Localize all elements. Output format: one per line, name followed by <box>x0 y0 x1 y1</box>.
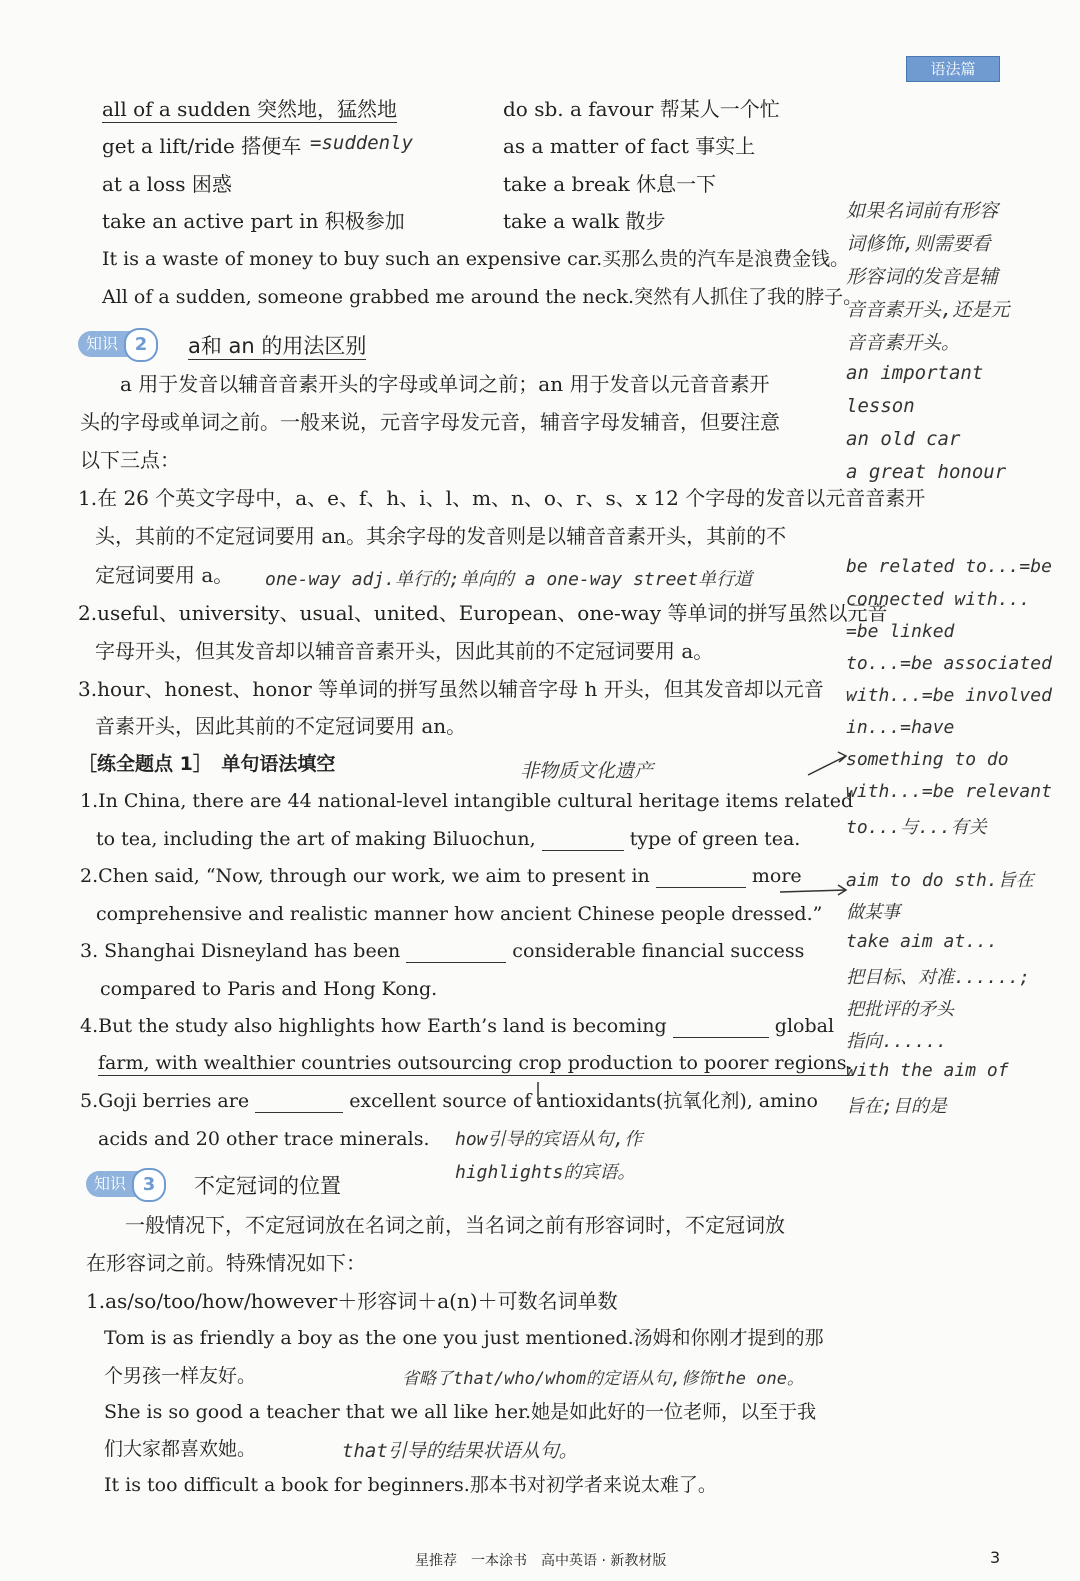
note-aim-6: 指向...... <box>846 1031 948 1052</box>
note-how-clause-1: how引导的宾语从句,作 <box>455 1129 643 1150</box>
note-adjective-5: 音音素开头。 <box>846 332 961 354</box>
note-example-3: an old car <box>846 428 961 450</box>
k3-example-2a: She is so good a teacher that we all like her.她是如此好的一位老师，以至于我 <box>104 1401 817 1423</box>
note-aim-8: 旨在;目的是 <box>846 1096 947 1117</box>
example-waste: It is a waste of money to buy such an expensive car.买那么贵的汽车是浪费金钱。 <box>102 248 850 270</box>
note-adjective-3: 形容词的发音是辅 <box>846 266 999 288</box>
q2-line2: comprehensive and realistic manner how ancient Chinese people dressed.” <box>96 903 823 925</box>
arrow-aim <box>780 890 846 892</box>
q2-line1: 2.Chen said, “Now, through our work, we aim to present in more <box>80 865 802 887</box>
note-adjective-2: 词修饰,则需要看 <box>846 233 991 255</box>
k3-example-3: It is too difficult a book for beginners.那本书对初学者来说太难了。 <box>104 1474 717 1496</box>
knowledge-badge-2: 知识 2 <box>78 331 156 357</box>
note-aim-1: aim to do sth.旨在 <box>846 870 1034 891</box>
q3-line2: compared to Paris and Hong Kong. <box>100 978 438 1000</box>
note-omit: 省略了that/who/whom的定语从句,修饰the one。 <box>402 1369 804 1389</box>
q5-line1: 5.Goji berries are excellent source of antioxidants(抗氧化剂), amino <box>80 1090 818 1112</box>
note-suddenly: =suddenly <box>310 132 413 154</box>
phrase-all-of-a-sudden: all of a sudden 突然地，猛然地 <box>102 97 397 121</box>
note-related-2: connected with... <box>846 589 1031 610</box>
phrase-matter-of-fact: as a matter of fact 事实上 <box>503 134 756 158</box>
note-related-7: something to do <box>846 749 1009 770</box>
knowledge-badge-3: 知识 3 <box>86 1171 164 1197</box>
q1-line1: 1.In China, there are 44 national-level intangible cultural heritage items related <box>80 790 854 812</box>
k2-intro-3: 以下三点： <box>80 448 180 472</box>
note-example-1: an important <box>846 362 984 384</box>
phrase-take-break: take a break 休息一下 <box>503 172 717 196</box>
knowledge3-title: 不定冠词的位置 <box>194 1174 341 1198</box>
note-one-way: one-way adj.单行的;单向的 a one-way street单行道 <box>265 569 753 590</box>
knowledge2-title: a和 an 的用法区别 <box>188 334 367 358</box>
note-related-1: be related to...=be <box>846 556 1052 577</box>
q4-line2: farm, with wealthier countries outsourcing crop production to poorer regions. <box>98 1052 853 1074</box>
note-how-clause-2: highlights的宾语。 <box>455 1162 636 1183</box>
k3-intro-2: 在形容词之前。特殊情况如下： <box>86 1251 366 1275</box>
phrase-take-walk: take a walk 散步 <box>503 209 666 233</box>
q5-line2: acids and 20 other trace minerals. <box>98 1128 430 1150</box>
note-related-3: =be linked <box>846 621 955 642</box>
note-aim-4: 把目标、对准......; <box>846 967 1030 988</box>
note-aim-3: take aim at... <box>846 931 998 952</box>
k3-example-1b: 个男孩一样友好。 <box>104 1365 257 1387</box>
arrow-related <box>808 756 846 775</box>
note-example-2: lesson <box>846 395 915 417</box>
k2-point-2a: 2.useful、university、usual、united、European、one-way 等单词的拼写虽然以元音 <box>78 601 888 625</box>
k2-intro-2: 头的字母或单词之前。一般来说，元音字母发元音，辅音字母发辅音，但要注意 <box>80 410 780 434</box>
note-related-8: with...=be relevant <box>846 781 1052 802</box>
k2-point-1c: 定冠词要用 a。 <box>95 563 234 587</box>
example-sudden: All of a sudden, someone grabbed me around the neck.突然有人抓住了我的脖子。 <box>102 286 863 308</box>
practice-heading: ［练全题点 1］ 单句语法填空 <box>78 753 336 775</box>
q4-line1: 4.But the study also highlights how Earth’s land is becoming global <box>80 1015 835 1037</box>
footer-text: 星推荐 一本涂书 高中英语 · 新教材版 <box>415 1553 667 1569</box>
phrase-take-part: take an active part in 积极参加 <box>102 209 405 233</box>
note-related-5: with...=be involved <box>846 685 1052 706</box>
k2-point-1b: 头，其前的不定冠词要用 an。其余字母的发音则是以辅音音素开头，其前的不 <box>95 524 787 548</box>
note-aim-5: 把批评的矛头 <box>846 999 954 1020</box>
note-adjective-1: 如果名词前有形容 <box>846 200 999 222</box>
note-adjective-4: 音音素开头,还是元 <box>846 299 1010 321</box>
k2-point-3a: 3.hour、honest、honor 等单词的拼写虽然以辅音字母 h 开头，但其发音却以元音 <box>78 677 824 701</box>
q1-line2: to tea, including the art of making Biluochun, type of green tea. <box>96 828 801 850</box>
note-related-4: to...=be associated <box>846 653 1052 674</box>
section-tag: 语法篇 <box>906 56 1000 82</box>
k3-intro-1: 一般情况下，不定冠词放在名词之前，当名词之前有形容词时，不定冠词放 <box>125 1213 785 1237</box>
note-related-6: in...=have <box>846 717 955 738</box>
note-that-clause: that引导的结果状语从句。 <box>342 1440 578 1462</box>
k3-example-1a: Tom is as friendly a boy as the one you just mentioned.汤姆和你刚才提到的那 <box>104 1327 824 1349</box>
k2-point-2b: 字母开头，但其发音却以辅音音素开头，因此其前的不定冠词要用 a。 <box>95 639 714 663</box>
k2-point-3b: 音素开头，因此其前的不定冠词要用 an。 <box>95 714 467 738</box>
note-example-4: a great honour <box>846 461 1007 483</box>
phrase-at-a-loss: at a loss 困惑 <box>102 172 232 196</box>
note-aim-7: with the aim of <box>846 1060 1009 1081</box>
note-heritage: 非物质文化遗产 <box>520 760 654 782</box>
note-aim-2: 做某事 <box>846 902 900 923</box>
k3-rule-1: 1.as/so/too/how/however＋形容词＋a(n)＋可数名词单数 <box>86 1289 618 1313</box>
phrase-do-favour: do sb. a favour 帮某人一个忙 <box>503 97 780 121</box>
phrase-get-a-lift: get a lift/ride 搭便车 <box>102 134 302 158</box>
k2-point-1a: 1.在 26 个英文字母中，a、e、f、h、i、l、m、n、o、r、s、x 12 个字母的发音以元音音素开 <box>78 486 926 510</box>
q3-line1: 3. Shanghai Disneyland has been considerable financial success <box>80 940 805 962</box>
page-number: 3 <box>990 1548 1001 1567</box>
k2-intro-1: a 用于发音以辅音音素开头的字母或单词之前；an 用于发音以元音音素开 <box>120 372 770 396</box>
note-related-9: to...与...有关 <box>846 817 987 838</box>
k3-example-2b: 们大家都喜欢她。 <box>104 1438 257 1460</box>
arrow-related-head <box>838 752 846 762</box>
